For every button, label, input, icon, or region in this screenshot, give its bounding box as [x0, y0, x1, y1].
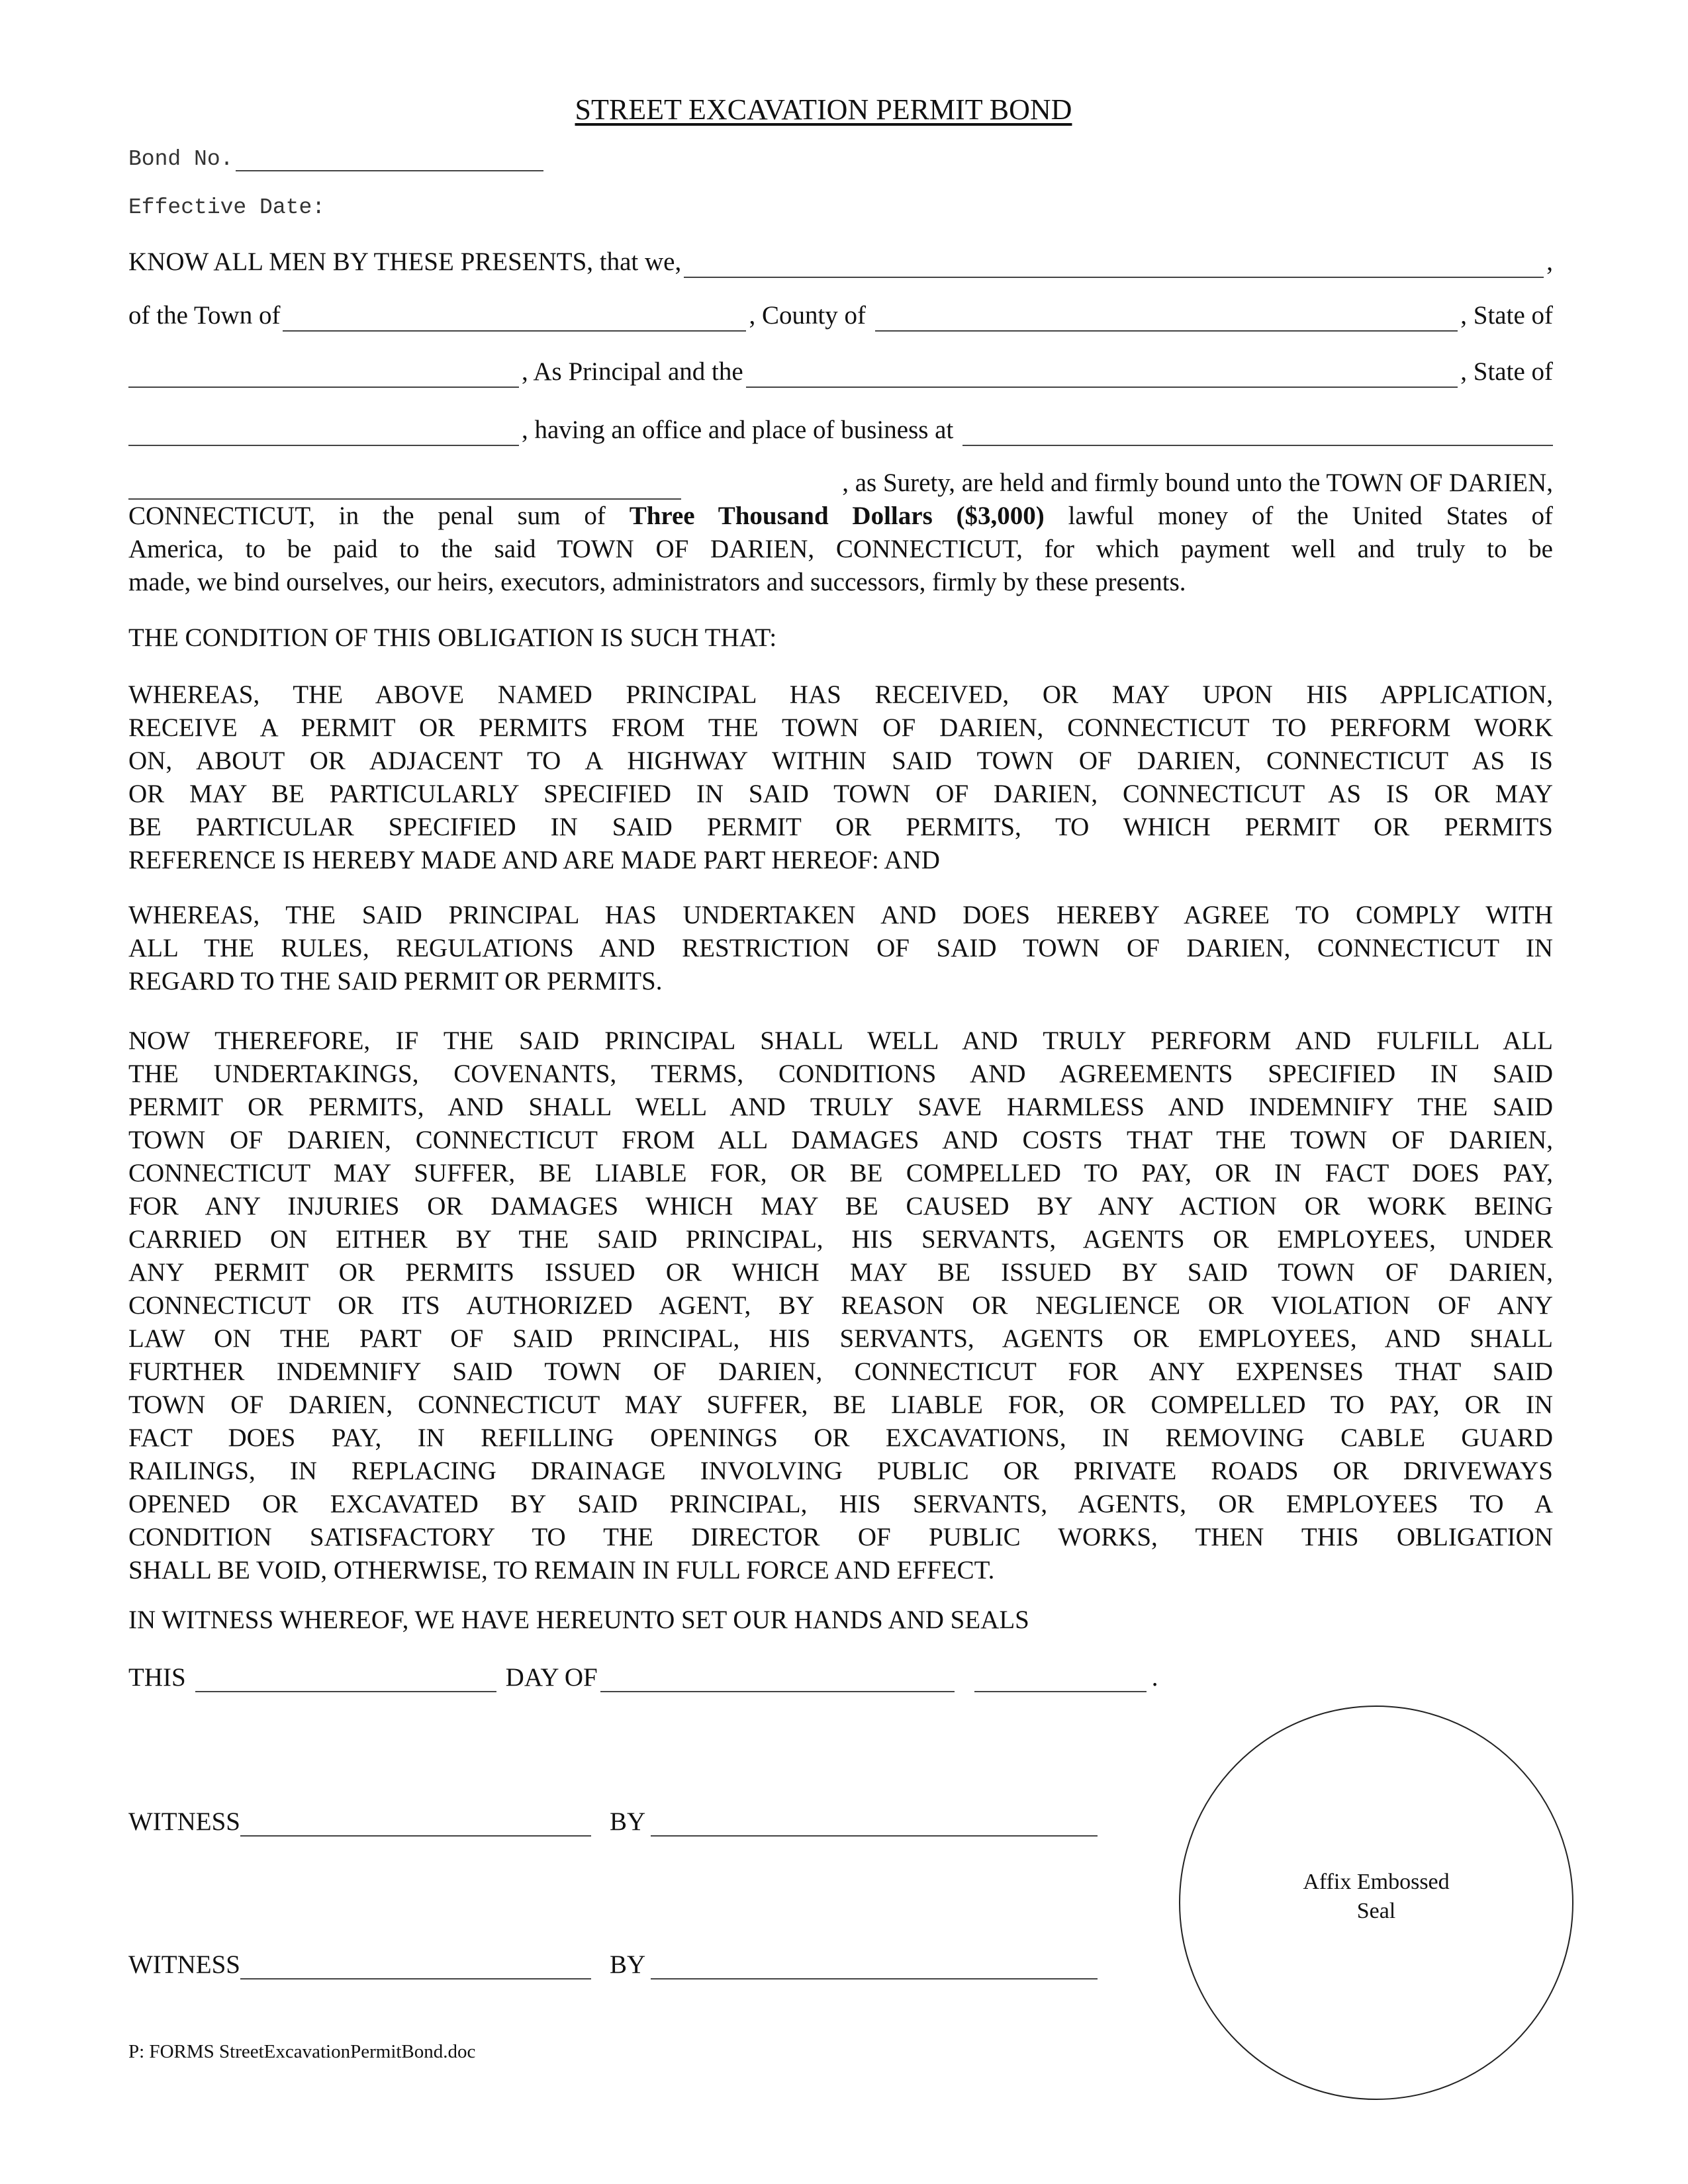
paragraph-line: ON, ABOUT OR ADJACENT TO A HIGHWAY WITHIN SAID TOWN OF DARIEN, CONNECTICUT AS IS: [128, 747, 1553, 775]
paragraph-line: REGARD TO THE SAID PERMIT OR PERMITS.: [128, 967, 663, 995]
bond-number-label: Bond No.: [128, 147, 234, 171]
document-title: STREET EXCAVATION PERMIT BOND: [575, 93, 1072, 126]
by-label: BY: [610, 1950, 646, 1979]
date-row: [128, 1662, 1158, 1692]
paragraph-line: FACT DOES PAY, IN REFILLING OPENINGS OR EXCAVATIONS, IN REMOVING CABLE GUARD: [128, 1424, 1553, 1452]
paragraph-whereas-1: [128, 678, 1553, 877]
paragraph-line: CARRIED ON EITHER BY THE SAID PRINCIPAL, HIS SERVANTS, AGENTS OR EMPLOYEES, UNDER: [128, 1225, 1553, 1253]
paragraph-line: WHEREAS, THE ABOVE NAMED PRINCIPAL HAS RECEIVED, OR MAY UPON HIS APPLICATION,: [128, 680, 1553, 709]
know-all-text: KNOW ALL MEN BY THESE PRESENTS, that we,: [128, 248, 682, 276]
condition-heading: THE CONDITION OF THIS OBLIGATION IS SUCH THAT:: [128, 623, 777, 652]
state-label: , State of: [1460, 301, 1553, 330]
this-label: THIS: [128, 1663, 186, 1692]
principal-state-field[interactable]: [128, 364, 519, 388]
signature-row-1: [128, 1807, 1100, 1837]
witness-signature-field-1[interactable]: [240, 1813, 591, 1837]
day-field[interactable]: [195, 1668, 496, 1692]
paragraph-line: ANY PERMIT OR PERMITS ISSUED OR WHICH MAY BE ISSUED BY SAID TOWN OF DARIEN,: [128, 1258, 1553, 1287]
witness-label: WITNESS: [128, 1950, 240, 1979]
paragraph-line: NOW THEREFORE, IF THE SAID PRINCIPAL SHALL WELL AND TRULY PERFORM AND FULFILL ALL: [128, 1026, 1553, 1055]
surety-paragraph: [128, 467, 1553, 599]
town-county-row: [128, 300, 1553, 332]
bind-line: made, we bind ourselves, our heirs, executors, administrators and successors, firmly by these presents.: [128, 568, 1186, 596]
surety-state-field[interactable]: [128, 422, 519, 446]
paragraph-whereas-2: [128, 899, 1553, 998]
payment-line: America, to be paid to the said TOWN OF DARIEN, CONNECTICUT, for which payment well and truly to be: [128, 535, 1553, 563]
witness-label: WITNESS: [128, 1807, 240, 1836]
witness-heading: IN WITNESS WHEREOF, WE HAVE HEREUNTO SET OUR HANDS AND SEALS: [128, 1606, 1029, 1634]
bond-number-field[interactable]: [236, 152, 543, 171]
paragraph-line: RECEIVE A PERMIT OR PERMITS FROM THE TOWN OF DARIEN, CONNECTICUT TO PERFORM WORK: [128, 713, 1553, 742]
paragraph-now-therefore: [128, 1024, 1553, 1587]
office-row: [128, 414, 1553, 446]
bond-number-row: [128, 147, 546, 171]
surety-name-field[interactable]: [746, 364, 1458, 388]
paragraph-line: FURTHER INDEMNIFY SAID TOWN OF DARIEN, CONNECTICUT FOR ANY EXPENSES THAT SAID: [128, 1357, 1553, 1386]
witness-signature-field-2[interactable]: [240, 1956, 591, 1979]
paragraph-line: TOWN OF DARIEN, CONNECTICUT FROM ALL DAMAGES AND COSTS THAT THE TOWN OF DARIEN,: [128, 1126, 1553, 1154]
principal-name-field[interactable]: [684, 254, 1544, 278]
know-all-row: [128, 246, 1553, 278]
having-office-label: , having an office and place of business at: [522, 416, 954, 444]
comma: ,: [1546, 248, 1553, 276]
paragraph-line: WHEREAS, THE SAID PRINCIPAL HAS UNDERTAKEN AND DOES HEREBY AGREE TO COMPLY WITH: [128, 901, 1553, 929]
paragraph-line: CONNECTICUT MAY SUFFER, BE LIABLE FOR, OR BE COMPELLED TO PAY, OR IN FACT DOES PAY,: [128, 1159, 1553, 1187]
seal-label-line-1: Affix Embossed: [1303, 1870, 1450, 1894]
period: .: [1151, 1663, 1158, 1692]
paragraph-line: LAW ON THE PART OF SAID PRINCIPAL, HIS SERVANTS, AGENTS OR EMPLOYEES, AND SHALL: [128, 1324, 1553, 1353]
principal-town-field[interactable]: [283, 308, 746, 332]
state-label-2: , State of: [1460, 357, 1553, 386]
paragraph-line: RAILINGS, IN REPLACING DRAINAGE INVOLVING PUBLIC OR PRIVATE ROADS OR DRIVEWAYS: [128, 1457, 1553, 1485]
paragraph-line: OPENED OR EXCAVATED BY SAID PRINCIPAL, HIS SERVANTS, AGENTS, OR EMPLOYEES TO A: [128, 1490, 1553, 1518]
surety-address-field[interactable]: [962, 422, 1553, 446]
county-label: , County of: [749, 301, 867, 330]
as-surety-text: , as Surety, are held and firmly bound unto the TOWN OF DARIEN,: [842, 469, 1553, 497]
day-of-label: DAY OF: [505, 1663, 598, 1692]
paragraph-line: REFERENCE IS HEREBY MADE AND ARE MADE PART HEREOF: AND: [128, 846, 940, 874]
as-principal-label: , As Principal and the: [522, 357, 743, 386]
year-field[interactable]: [974, 1668, 1147, 1692]
paragraph-line: CONDITION SATISFACTORY TO THE DIRECTOR OF PUBLIC WORKS, THEN THIS OBLIGATION: [128, 1523, 1553, 1551]
by-signature-field-2[interactable]: [651, 1956, 1098, 1979]
paragraph-line: TOWN OF DARIEN, CONNECTICUT MAY SUFFER, BE LIABLE FOR, OR COMPELLED TO PAY, OR IN: [128, 1390, 1553, 1419]
by-signature-field-1[interactable]: [651, 1813, 1098, 1837]
principal-surety-row: [128, 356, 1553, 388]
seal-label: [1179, 1868, 1573, 1926]
paragraph-line: SHALL BE VOID, OTHERWISE, TO REMAIN IN FULL FORCE AND EFFECT.: [128, 1556, 995, 1584]
paragraph-line: BE PARTICULAR SPECIFIED IN SAID PERMIT OR PERMITS, TO WHICH PERMIT OR PERMITS: [128, 813, 1553, 841]
penal-pre: CONNECTICUT, in the penal sum of: [128, 502, 606, 530]
seal-label-line-2: Seal: [1356, 1899, 1396, 1923]
effective-date-label: Effective Date:: [128, 195, 326, 220]
of-town-label: of the Town of: [128, 301, 281, 330]
paragraph-line: PERMIT OR PERMITS, AND SHALL WELL AND TRULY SAVE HARMLESS AND INDEMNIFY THE SAID: [128, 1093, 1553, 1121]
paragraph-line: ALL THE RULES, REGULATIONS AND RESTRICTION OF SAID TOWN OF DARIEN, CONNECTICUT IN: [128, 934, 1553, 962]
by-label: BY: [610, 1807, 646, 1836]
paragraph-line: OR MAY BE PARTICULARLY SPECIFIED IN SAID TOWN OF DARIEN, CONNECTICUT AS IS OR MAY: [128, 780, 1553, 808]
footer-file-path: P: FORMS StreetExcavationPermitBond.doc: [128, 2041, 476, 2062]
signature-row-2: [128, 1950, 1100, 1979]
surety-line: [128, 467, 1553, 500]
paragraph-line: THE UNDERTAKINGS, COVENANTS, TERMS, CONDITIONS AND AGREEMENTS SPECIFIED IN SAID: [128, 1060, 1553, 1088]
penal-sum-line: [128, 500, 1553, 533]
penal-amount: Three Thousand Dollars ($3,000): [629, 502, 1045, 530]
surety-address-field-2[interactable]: [128, 476, 681, 500]
month-field[interactable]: [600, 1668, 955, 1692]
penal-post: lawful money of the United States of: [1068, 502, 1554, 530]
paragraph-line: CONNECTICUT OR ITS AUTHORIZED AGENT, BY REASON OR NEGLIENCE OR VIOLATION OF ANY: [128, 1291, 1553, 1320]
paragraph-line: FOR ANY INJURIES OR DAMAGES WHICH MAY BE CAUSED BY ANY ACTION OR WORK BEING: [128, 1192, 1553, 1220]
principal-county-field[interactable]: [875, 308, 1458, 332]
